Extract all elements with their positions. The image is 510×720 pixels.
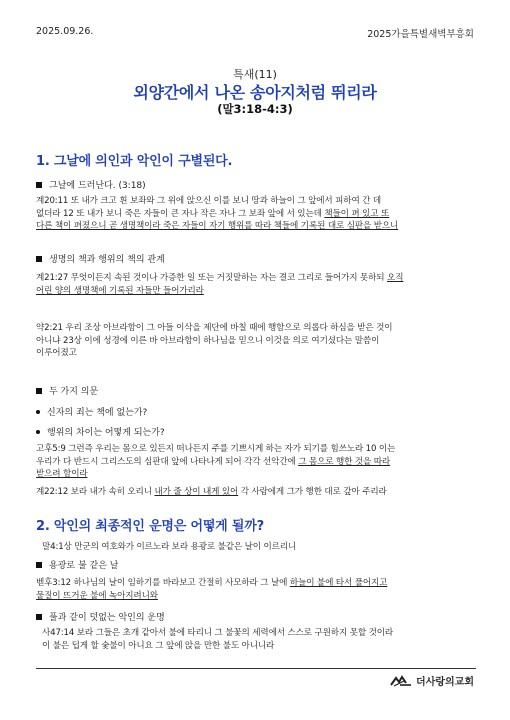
bullet-item bbox=[36, 558, 118, 571]
dot-text: 행위의 차이는 어떻게 되는가? bbox=[47, 428, 165, 438]
dot-item bbox=[36, 405, 147, 418]
paragraph-line bbox=[36, 208, 478, 221]
square-bullet-icon bbox=[36, 256, 42, 262]
line-text: 우리가 다 반드시 그리스도의 심판대 앞에 나타나게 되어 각각 선악간에 bbox=[36, 456, 299, 467]
square-bullet-icon bbox=[36, 182, 42, 188]
underlined-text: 그 몸으로 행한 것을 따라 bbox=[298, 456, 391, 467]
scripture-paragraph bbox=[36, 195, 478, 233]
paragraph-line: 이루어졌고 bbox=[36, 348, 77, 359]
bullet-text: 용광로 불 같은 날 bbox=[49, 561, 119, 571]
scripture-paragraph bbox=[36, 322, 478, 360]
scripture-paragraph bbox=[36, 486, 478, 499]
dot-bullet-icon bbox=[36, 430, 40, 434]
title-series: 특새(11) bbox=[233, 68, 277, 81]
dot-item bbox=[36, 425, 165, 438]
underlined-line: 어린 양의 생명책에 기록된 자들만 들어가리라 bbox=[36, 285, 204, 296]
footer-divider bbox=[36, 668, 476, 669]
bullet-item bbox=[36, 610, 165, 623]
scripture-paragraph bbox=[36, 272, 478, 297]
bullet-item bbox=[36, 384, 98, 397]
square-bullet-icon bbox=[36, 388, 42, 394]
scripture-paragraph bbox=[42, 627, 484, 652]
scripture-paragraph bbox=[36, 577, 478, 602]
underlined-line: 물질이 뜨거운 불에 녹아지려니와 bbox=[36, 590, 158, 601]
title-reference: (말3:18-4:3) bbox=[217, 102, 293, 116]
underlined-text: 내가 줄 상이 내게 있어 bbox=[154, 487, 239, 497]
square-bullet-icon bbox=[36, 562, 42, 568]
bullet-item bbox=[36, 252, 165, 265]
underlined-text: 책들이 펴 있고 또 bbox=[324, 208, 390, 219]
paragraph-line: 말4:1상 만군의 여호와가 이르노라 보라 용광로 불같은 날이 이르리니 bbox=[42, 542, 297, 552]
scripture-paragraph bbox=[36, 443, 478, 481]
header-date: 2025.09.26. bbox=[36, 26, 94, 37]
scripture-paragraph bbox=[42, 541, 484, 554]
bullet-item bbox=[36, 178, 146, 191]
bullet-text: 두 가지 의문 bbox=[49, 387, 99, 397]
header-event: 2025가을특별새벽부흥회 bbox=[367, 29, 474, 40]
bullet-text: 풀과 같이 덧없는 악인의 운명 bbox=[49, 613, 165, 623]
paragraph-line bbox=[36, 577, 478, 590]
line-text: 없더라 12 또 내가 보니 죽은 자들이 큰 자나 작은 자나 그 보좌 앞에 서 있는데 bbox=[36, 208, 325, 219]
paragraph-line: 약2:21 우리 조상 아브라함이 그 아들 이삭을 제단에 바칠 때에 행함으로 의롭다 하심을 받은 것이 bbox=[36, 323, 393, 333]
dot-bullet-icon bbox=[36, 410, 40, 414]
underlined-line: 다른 책이 펴졌으니 곧 생명책이라 죽은 자들이 자기 행위를 따라 책들에 기록된 대로 심판을 받으니 bbox=[36, 221, 399, 232]
church-logo bbox=[390, 673, 474, 688]
paragraph-line: 아니냐 23상 이에 성경에 이른 바 아브라함이 하나님을 믿으니 이것을 의로 여기셨다는 말씀이 bbox=[36, 335, 380, 346]
paragraph-line: 사47:14 보라 그들은 초개 같아서 불에 타리니 그 불꽃의 세력에서 스스로 구원하지 못할 것이라 bbox=[42, 628, 394, 638]
dot-text: 신자의 죄는 책에 없는가? bbox=[47, 408, 148, 418]
underlined-text: 하늘이 불에 타서 풀어지고 bbox=[289, 578, 388, 588]
church-logo-text: 더사랑의교회 bbox=[416, 677, 474, 688]
line-text: 각 사람에게 그가 행한 대로 갚아 주리라 bbox=[238, 487, 387, 497]
paragraph-line: 계20:11 또 내가 크고 흰 보좌와 그 위에 앉으신 이를 보니 땅과 하늘이 그 앞에서 피하여 간 데 bbox=[36, 196, 382, 206]
paragraph-line bbox=[36, 272, 478, 285]
bullet-text: 생명의 책과 행위의 책의 관계 bbox=[49, 255, 165, 265]
line-text: 벧후3:12 하나님의 날이 임하기를 바라보고 간절히 사모하라 그 날에 bbox=[36, 578, 290, 588]
section-2-heading: 2. 악인의 최종적인 운명은 어떻게 될까? bbox=[36, 519, 264, 534]
paragraph-line: 고후5:9 그런즉 우리는 몸으로 있든지 떠나든지 주를 기쁘시게 하는 자가 되기를 힘쓰노라 10 이는 bbox=[36, 444, 396, 454]
section-1-heading: 1. 그날에 의인과 악인이 구별된다. bbox=[36, 154, 233, 169]
bullet-text: 그날에 드러난다. (3:18) bbox=[49, 181, 146, 191]
line-text: 계21:27 무엇이든지 속된 것이나 가증한 일 또는 거짓말하는 자는 결코 그리로 들어가지 못하되 bbox=[36, 273, 388, 283]
church-logo-icon bbox=[390, 675, 412, 687]
page-title: 외양간에서 나온 송아지처럼 뛰리라 bbox=[133, 83, 377, 102]
paragraph-line bbox=[36, 456, 478, 469]
underlined-line: 받으려 함이라 bbox=[36, 469, 88, 480]
paragraph-line bbox=[36, 486, 478, 499]
square-bullet-icon bbox=[36, 614, 42, 620]
line-text: 계22:12 보라 내가 속히 오리니 bbox=[36, 487, 155, 497]
underlined-text: 오직 bbox=[387, 273, 404, 283]
paragraph-line: 이 불은 덥게 할 숯불이 아니요 그 앞에 앉을 만한 불도 아니니라 bbox=[42, 640, 275, 651]
